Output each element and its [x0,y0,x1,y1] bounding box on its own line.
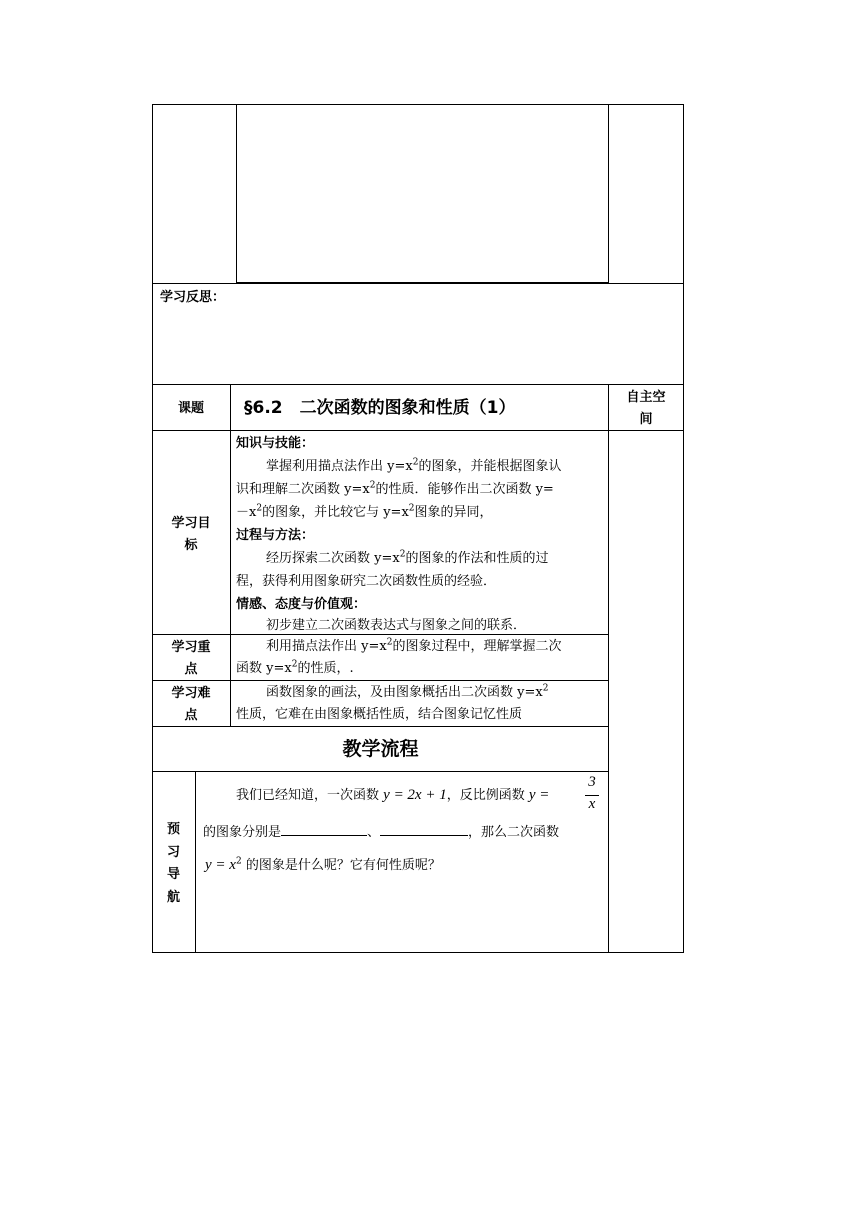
difficulty-label-1: 学习难 [171,686,211,701]
equation-quadratic: y = x [205,857,236,873]
side-space-label-2: 间 [639,412,653,427]
topic-label: 课题 [177,401,204,416]
keypoint-text-line: 利用描点法作出 $y=x^2$的图象过程中，理解掌握二次 [266,637,562,654]
objective-text-line: 经历探索二次函数 $y=x^2$的图象的作法和性质的过 [266,549,549,566]
side-space-label-1: 自主空 [626,390,666,405]
column-divider [608,104,609,283]
fraction-denominator: x [588,796,596,812]
difficulty-text-line: 函数图象的画法，及由图象概括出二次函数 $y=x^2$ [266,683,549,700]
flow-title: 教学流程 [342,738,419,760]
preview-label-char: 导 [166,867,180,882]
objectives-label-2: 标 [184,538,198,553]
objectives-label-1: 学习目 [171,516,211,531]
keypoint-label-2: 点 [184,662,198,677]
answer-blank[interactable] [281,821,367,836]
equation-reciprocal-lhs: y = [528,787,550,803]
column-divider [236,104,237,283]
row-divider [152,726,609,727]
fraction-numerator: 3 [588,774,596,790]
preview-text-line: 的图象分别是 、 ，那么二次函数 [203,821,559,842]
difficulty-label-2: 点 [184,708,198,723]
column-divider [230,384,231,726]
column-divider [195,771,196,953]
table-border-top [152,104,684,105]
preview-text-line: $y = x^2$ 的图象是什么呢？它有何性质呢？ [205,856,441,873]
objective-heading-process: 过程与方法： [236,528,315,543]
objective-heading-attitude: 情感、态度与价值观： [236,597,367,612]
objective-text-line: $-x^2$的图象，并比较它与 $y=x^2$图象的异同， [236,503,493,520]
keypoint-text-line: 函数 $y=x^2$的性质，. [236,659,354,676]
topic-title: §6.2 二次函数的图象和性质（1） [244,398,516,418]
keypoint-label-1: 学习重 [171,640,211,655]
row-divider [152,771,609,772]
row-divider [152,283,684,284]
objective-text-line: 初步建立二次函数表达式与图象之间的联系． [266,618,527,633]
objective-text-line: 掌握利用描点法作出 $y=x^2$的图象，并能根据图象认 [266,457,562,474]
row-divider [152,384,684,385]
table-border-bottom [152,952,684,953]
preview-label-char: 预 [166,822,180,837]
equation-linear: y = 2x + 1 [383,787,447,803]
preview-label-char: 习 [166,845,180,860]
table-border-right [683,104,684,953]
row-divider [152,430,684,431]
difficulty-text-line: 性质，它难在由图象概括性质，结合图象记忆性质 [236,707,523,722]
column-divider [608,384,609,953]
objective-heading-knowledge: 知识与技能： [236,436,315,451]
objective-text-line: 程，获得利用图象研究二次函数性质的经验． [236,574,497,589]
preview-label-char: 航 [166,890,180,905]
objective-text-line: 识和理解二次函数 $y=x^2$的性质．能够作出二次函数 y= [236,480,554,497]
preview-text-line: 我们已经知道，一次函数 y = 2x + 1，反比例函数 y = [236,787,550,803]
row-divider [152,680,609,681]
reflection-label: 学习反思： [160,290,226,305]
answer-blank[interactable] [380,821,468,836]
